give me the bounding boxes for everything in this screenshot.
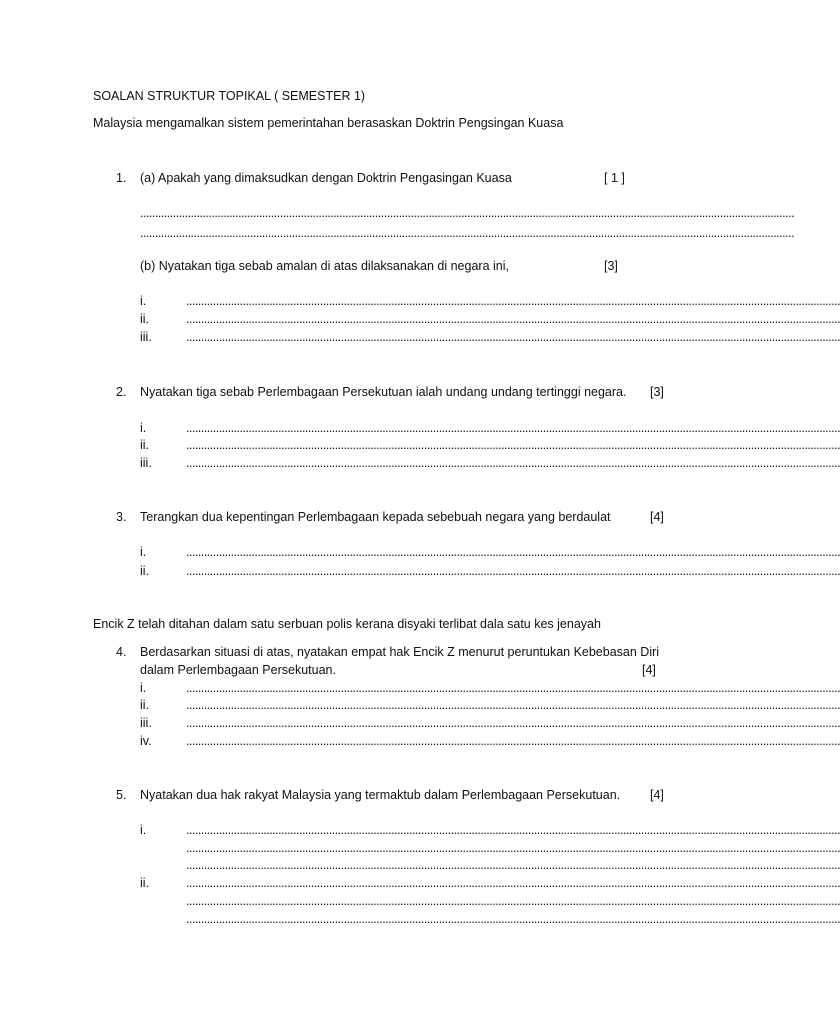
answer-item-label: i. bbox=[140, 681, 147, 695]
answer-line[interactable]: ............................................................................................................................................................................................................................ bbox=[186, 421, 840, 435]
answer-item-label: iii. bbox=[140, 716, 152, 730]
q5-number: 5. bbox=[116, 788, 127, 802]
q4-text-line1: Berdasarkan situasi di atas, nyatakan empat hak Encik Z menurut peruntukan Kebebasan Diri bbox=[140, 645, 660, 659]
answer-line[interactable]: ............................................................................................................................................................................................................................ bbox=[140, 226, 795, 240]
q2-marks: [3] bbox=[650, 385, 664, 399]
answer-line[interactable]: ............................................................................................................................................................................................................................ bbox=[186, 564, 840, 578]
answer-line[interactable]: ............................................................................................................................................................................................................................ bbox=[186, 894, 840, 908]
q3-number: 3. bbox=[116, 510, 127, 524]
q2-text: Nyatakan tiga sebab Perlembagaan Persekutuan ialah undang undang tertinggi negara. bbox=[140, 385, 627, 399]
q3-text: Terangkan dua kepentingan Perlembagaan kepada sebebuah negara yang berdaulat bbox=[140, 510, 611, 524]
answer-line[interactable]: ............................................................................................................................................................................................................................ bbox=[186, 545, 840, 559]
answer-line[interactable]: ............................................................................................................................................................................................................................ bbox=[186, 716, 840, 730]
answer-item-label: iii. bbox=[140, 330, 152, 344]
situation-statement: Encik Z telah ditahan dalam satu serbuan polis kerana disyaki terlibat dala satu kes jenayah bbox=[93, 617, 601, 631]
answer-item-label: i. bbox=[140, 294, 147, 308]
answer-item-label: ii. bbox=[140, 564, 150, 578]
answer-line[interactable]: ............................................................................................................................................................................................................................ bbox=[186, 681, 840, 695]
answer-line[interactable]: ............................................................................................................................................................................................................................ bbox=[140, 206, 795, 220]
answer-item-label: i. bbox=[140, 823, 147, 837]
answer-line[interactable]: ............................................................................................................................................................................................................................ bbox=[186, 823, 840, 837]
answer-line[interactable]: ............................................................................................................................................................................................................................ bbox=[186, 876, 840, 890]
answer-item-label: iii. bbox=[140, 456, 152, 470]
answer-line[interactable]: ............................................................................................................................................................................................................................ bbox=[186, 330, 840, 344]
answer-line[interactable]: ............................................................................................................................................................................................................................ bbox=[186, 912, 840, 926]
q1-part-b-marks: [3] bbox=[604, 259, 618, 273]
q5-text: Nyatakan dua hak rakyat Malaysia yang termaktub dalam Perlembagaan Persekutuan. bbox=[140, 788, 621, 802]
answer-line[interactable]: ............................................................................................................................................................................................................................ bbox=[186, 312, 840, 326]
answer-line[interactable]: ............................................................................................................................................................................................................................ bbox=[186, 734, 840, 748]
answer-line[interactable]: ............................................................................................................................................................................................................................ bbox=[186, 294, 840, 308]
worksheet-title: SOALAN STRUKTUR TOPIKAL ( SEMESTER 1) bbox=[93, 89, 366, 103]
answer-item-label: iv. bbox=[140, 734, 152, 748]
answer-item-label: ii. bbox=[140, 698, 150, 712]
answer-line[interactable]: ............................................................................................................................................................................................................................ bbox=[186, 698, 840, 712]
q2-number: 2. bbox=[116, 385, 127, 399]
answer-item-label: ii. bbox=[140, 876, 150, 890]
answer-item-label: ii. bbox=[140, 438, 150, 452]
q1-number: 1. bbox=[116, 171, 127, 185]
q1-part-a: (a) Apakah yang dimaksudkan dengan Doktrin Pengasingan Kuasa bbox=[140, 171, 512, 185]
intro-statement: Malaysia mengamalkan sistem pemerintahan berasaskan Doktrin Pengsingan Kuasa bbox=[93, 116, 564, 130]
q4-text-line2: dalam Perlembagaan Persekutuan. bbox=[140, 663, 336, 677]
q4-marks: [4] bbox=[642, 663, 656, 677]
q5-marks: [4] bbox=[650, 788, 664, 802]
answer-line[interactable]: ............................................................................................................................................................................................................................ bbox=[186, 456, 840, 470]
answer-line[interactable]: ............................................................................................................................................................................................................................ bbox=[186, 841, 840, 855]
q3-marks: [4] bbox=[650, 510, 664, 524]
q1-part-b: (b) Nyatakan tiga sebab amalan di atas dilaksanakan di negara ini, bbox=[140, 259, 509, 273]
q1-part-a-marks: [ 1 ] bbox=[604, 171, 625, 185]
answer-item-label: ii. bbox=[140, 312, 150, 326]
answer-item-label: i. bbox=[140, 421, 147, 435]
answer-line[interactable]: ............................................................................................................................................................................................................................ bbox=[186, 438, 840, 452]
q4-number: 4. bbox=[116, 645, 127, 659]
answer-item-label: i. bbox=[140, 545, 147, 559]
answer-line[interactable]: ............................................................................................................................................................................................................................ bbox=[186, 858, 840, 872]
